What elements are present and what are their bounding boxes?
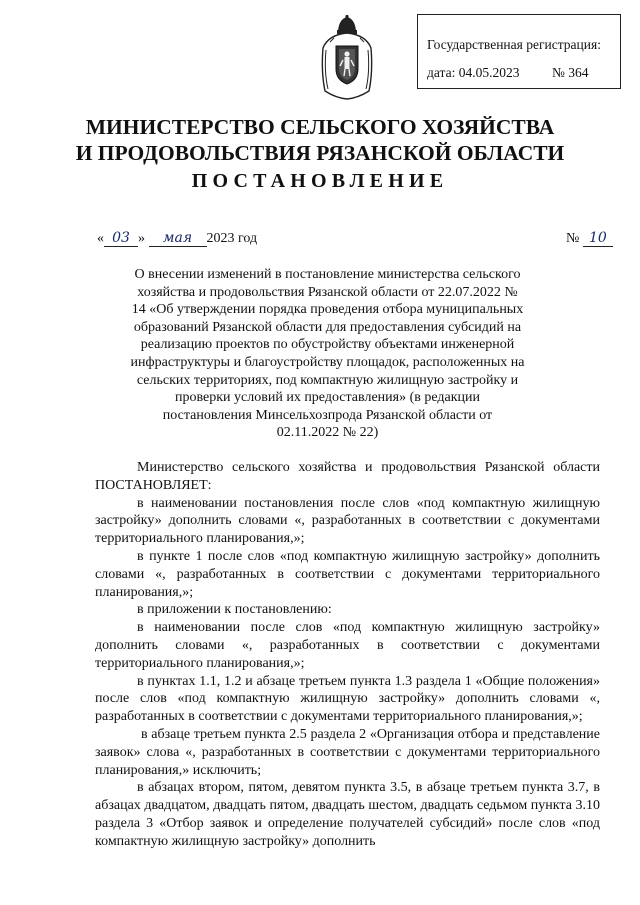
ministry-name-line2: И ПРОДОВОЛЬСТВИЯ РЯЗАНСКОЙ ОБЛАСТИ bbox=[75, 141, 565, 165]
document-body bbox=[95, 459, 600, 851]
body-paragraph: в абзацах втором, пятом, девятом пункта 3.5, в абзаце третьем пункта 3.7, в абзацах двадцатом, двадцать пятом, двадцать шестом, двадцать седьмом пункта 3.10 раздела 3 «Отбор заявок и определение получателей субсидий» после слов «под компактную жилищную застройку» дополнить bbox=[95, 780, 600, 849]
date-close-quote: » bbox=[138, 231, 145, 246]
document-date bbox=[97, 230, 257, 247]
body-paragraph: Министерство сельского хозяйства и продовольствия Рязанской области ПОСТАНОВЛЯЕТ: bbox=[95, 460, 600, 493]
coat-of-arms-icon bbox=[318, 14, 376, 100]
body-paragraph: в приложении к постановлению: bbox=[137, 602, 332, 618]
ministry-name-line1: МИНИСТЕРСТВО СЕЛЬСКОГО ХОЗЯЙСТВА bbox=[85, 115, 555, 139]
document-number-prefix: № bbox=[566, 231, 580, 246]
date-year: 2023 год bbox=[206, 231, 258, 246]
registration-number: № 364 bbox=[552, 65, 589, 80]
body-paragraph: в наименовании постановления после слов «под компактную жилищную застройку» дополнить словами «, разработанных в соответствии с документами территориального планирования,»; bbox=[95, 495, 600, 547]
date-open-quote: « bbox=[97, 231, 104, 246]
ministry-name bbox=[0, 114, 640, 166]
registration-title: Государственная регистрация: bbox=[427, 37, 601, 52]
body-paragraph: в пункте 1 после слов «под компактную жилищную застройку» дополнить словами «, разработанных в соответствии с документами территориального планирования,»; bbox=[95, 548, 600, 600]
body-paragraph: в пунктах 1.1, 1.2 и абзаце третьем пункта 1.3 раздела 1 «Общие положения» после слов «под компактную жилищную застройку» дополнить словами «, разработанных в соответствии с документами территориального планирования,»; bbox=[95, 673, 600, 725]
registration-date: дата: 04.05.2023 bbox=[427, 65, 520, 80]
document-subject: О внесении изменений в постановление министерства сельского хозяйства и продовольствия Рязанской области от 22.07.2022 № 14 «Об утверждении порядка проведения отбора муниципальных образований Рязанской области для предоставления субсидий на реализацию проектов по обустройству объектами инженерной инфраструктуры и благоустройству площадок, расположенных на сельских территориях, под компактную жилищную застройку и проверки условий их предоставления» (в редакции постановления Минсельхозпрода Рязанской области от 02.11.2022 № 22) bbox=[130, 267, 525, 441]
document-number-value: 10 bbox=[583, 230, 613, 247]
body-paragraph: в абзаце третьем пункта 2.5 раздела 2 «Организация отбора и представление заявок» слова «, разработанных в соответствии с документами территориального планирования,» исключить; bbox=[95, 726, 600, 778]
date-month: мая bbox=[149, 230, 207, 247]
date-day: 03 bbox=[104, 230, 138, 247]
document-type-title: ПОСТАНОВЛЕНИЕ bbox=[191, 170, 449, 192]
document-number bbox=[566, 230, 613, 247]
body-paragraph: в наименовании после слов «под компактную жилищную застройку» дополнить словами «, разработанных в соответствии с документами территориального планирования,»; bbox=[95, 620, 600, 671]
